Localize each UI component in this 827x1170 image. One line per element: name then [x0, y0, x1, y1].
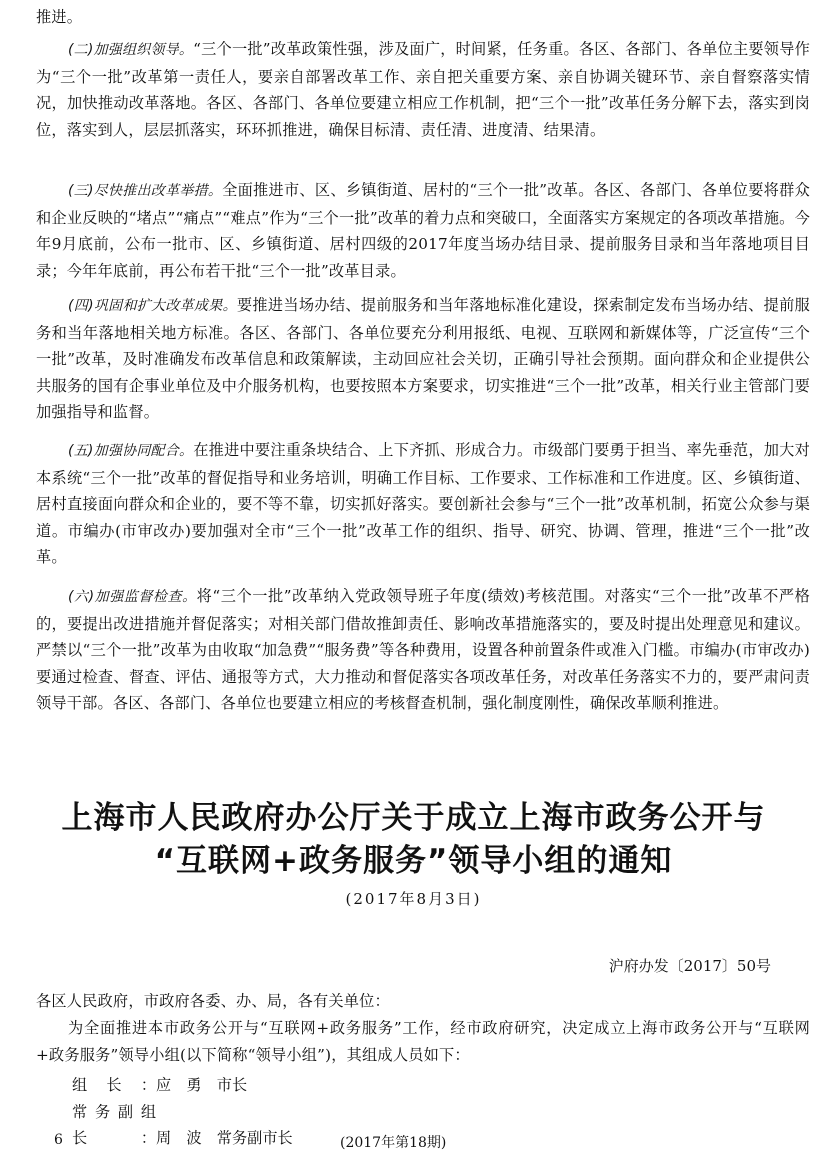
member-role: 组长：: [72, 1076, 156, 1094]
member-title: 常务副市长: [216, 1129, 293, 1147]
section-heading: (四)巩固和扩大改革成果。: [68, 298, 237, 314]
section-heading: (六)加强监督检查。: [68, 589, 197, 605]
section-body: 要推进当场办结、提前服务和当年落地标准化建设，探索制定发布当场办结、提前服务和当年落地相关地方标准。各区、各部门、各单位要充分利用报纸、电视、互联网和新媒体等，广泛宣传“三个一批”改革，及时准确发布改革信息和政策解读，主动回应社会关切，正确引导社会预期。面向群众和企业提供公共服务的国有企事业单位及中介服务机构，也要按照本方案要求，切实推进“三个一批”改革，相关行业主管部门要加强指导和监督。: [36, 296, 810, 421]
page-number: 6: [54, 1132, 63, 1148]
salutation: 各区人民政府，市政府各委、办、局，各有关单位：: [36, 992, 390, 1010]
member-name: 周 波: [156, 1129, 202, 1147]
document-number: 沪府办发〔2017〕50号: [608, 957, 771, 975]
member-name: 应 勇: [156, 1076, 202, 1094]
notice-title-line-1: 上海市人民政府办公厅关于成立上海市政务公开与: [61, 800, 766, 836]
section-body: 在推进中要注重条块结合、上下齐抓、形成合力。市级部门要勇于担当、率先垂范，加大对本系统“三个一批”改革的督促指导和业务培训，明确工作目标、工作要求、工作标准和工作进度。区、乡镇街道、居村直接面向群众和企业的，要不等不靠，切实抓好落实。要创新社会参与“三个一批”改革机制，拓宽公众参与渠道。市编办(市审改办)要加强对全市“三个一批”改革工作的组织、指导、研究、协调、管理，推进“三个一批”改革。: [36, 441, 810, 566]
section-5: [36, 437, 810, 571]
notice-title-line-2: “互联网+政务服务”领导小组的通知: [154, 843, 673, 879]
section-body: 将“三个一批”改革纳入党政领导班子年度(绩效)考核范围。对落实“三个一批”改革不严格的，要提出改进措施并督促落实；对相关部门借故推卸责任、影响改革措施落实的，要及时提出处理意见和建议。严禁以“三个一批”改革为由收取“加急费”“服务费”等各种费用，设置各种前置条件或准入门槛。市编办(市审改办)要通过检查、督查、评估、通报等方式，大力推动和督促落实各项改革任务，对改革任务落实不力的，要严肃问责领导干部。各区、各部门、各单位也要建立相应的考核督查机制，强化制度刚性，确保改革顺利推进。: [36, 587, 810, 712]
notice-body: 为全面推进本市政务公开与“互联网+政务服务”工作，经市政府研究，决定成立上海市政务公开与“互联网+政务服务”领导小组(以下简称“领导小组”)，其组成人员如下：: [36, 1019, 810, 1064]
member-row: [72, 1099, 293, 1151]
section-body: “三个一批”改革政策性强，涉及面广，时间紧，任务重。各区、各部门、各单位主要领导作为“三个一批”改革第一责任人，要亲自部署改革工作、亲自把关重要方案、亲自协调关键环节、亲自督察落实情况，加快推动改革落地。各区、各部门、各单位要建立相应工作机制，把“三个一批”改革任务分解下去，落实到岗位，落实到人，层层抓落实，环环抓推进，确保目标清、责任清、进度清、结果清。: [36, 40, 810, 139]
notice-date: (2017年8月3日): [345, 890, 482, 908]
member-row: [72, 1072, 247, 1098]
section-heading: (五)加强协同配合。: [68, 443, 194, 459]
section-3: [36, 177, 810, 284]
member-role: 常务副组长：: [72, 1103, 156, 1147]
section-2: [36, 36, 810, 143]
section-heading: (三)尽快推出改革举措。: [68, 183, 223, 199]
section-heading: (二)加强组织领导。: [68, 42, 194, 58]
section-body: 全面推进市、区、乡镇街道、居村的“三个一批”改革。各区、各部门、各单位要将群众和企业反映的“堵点”“痛点”“难点”作为“三个一批”改革的着力点和突破口，全面落实方案规定的各项改革措施。今年9月底前，公布一批市、区、乡镇街道、居村四级的2017年度当场办结目录、提前服务目录和当年落地项目目录；今年年底前，再公布若干批“三个一批”改革目录。: [36, 181, 810, 280]
intro-line: 推进。: [36, 8, 83, 26]
section-6: [36, 583, 810, 717]
section-4: [36, 292, 810, 426]
issue-label: (2017年第18期): [340, 1135, 447, 1151]
member-title: 市长: [216, 1076, 248, 1094]
